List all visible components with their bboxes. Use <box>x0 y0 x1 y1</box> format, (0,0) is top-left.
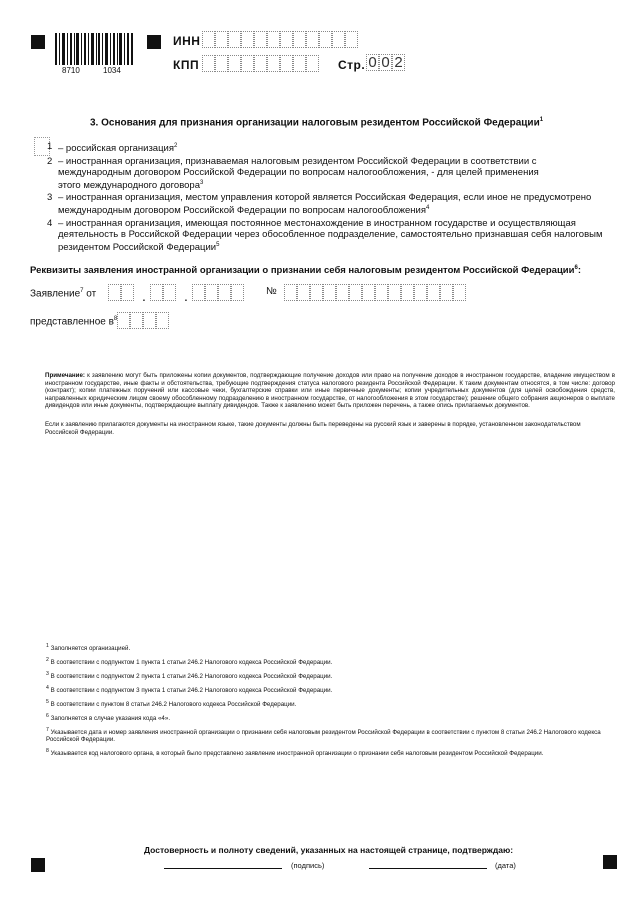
date-label: (дата) <box>495 861 516 870</box>
tax-authority-code-field[interactable] <box>117 312 169 329</box>
number-cell[interactable] <box>323 284 336 301</box>
inn-cell[interactable] <box>228 31 241 48</box>
number-cell[interactable] <box>349 284 362 301</box>
option-text: – российская организация <box>58 143 174 155</box>
kpp-cell[interactable] <box>228 55 241 72</box>
inn-cell[interactable] <box>241 31 254 48</box>
submitted-note: 8 <box>113 316 118 322</box>
page-digit: 0 <box>366 54 379 71</box>
kpp-cell[interactable] <box>267 55 280 72</box>
date-line[interactable] <box>369 868 487 869</box>
application-note: 7 <box>80 288 84 294</box>
date-cell[interactable] <box>121 284 134 301</box>
option-number: 2 <box>47 156 53 167</box>
option-number: 1 <box>47 141 53 152</box>
submitted-label-text: представленное в <box>30 316 114 328</box>
requisites-title: Реквизиты заявления иностранной организации о признании себя налоговым резидентом Российской Федерации$^6$: <box>30 265 581 277</box>
note-paragraph <box>45 372 615 410</box>
signature-label: (подпись) <box>291 861 325 870</box>
code-cell[interactable] <box>130 312 143 329</box>
application-date-day[interactable] <box>108 284 134 301</box>
footnote-text: Заполняется в случае указания кода «4». <box>50 715 171 723</box>
kpp-cell[interactable] <box>241 55 254 72</box>
footnote-num: 4 <box>46 685 49 692</box>
option-number: 4 <box>47 218 53 229</box>
number-cell[interactable] <box>362 284 375 301</box>
option-text: – иностранная организация, имеющая постоянное местонахождение в иностранном государстве и осуществляющая деятельность в Российской Федерации через обособленное подразделение, самостоятельно признавшая себя налоговым резидентом Российской Федерации <box>58 218 603 254</box>
number-cell[interactable] <box>375 284 388 301</box>
footnote-text: В соответствии с подпунктом 1 пункта 1 статьи 246.2 Налогового кодекса Российской Федерации. <box>50 659 333 667</box>
kpp-field[interactable] <box>202 55 319 72</box>
date-cell[interactable] <box>108 284 121 301</box>
footnote-num: 2 <box>46 657 49 664</box>
code-cell[interactable] <box>117 312 130 329</box>
note-paragraph-2: Если к заявлению прилагаются документы на иностранном языке, такие документы должны быть переведены на русский язык и заверены в порядке, установленном законодательством Российской Федерации. <box>45 421 581 436</box>
code-cell[interactable] <box>143 312 156 329</box>
footnote <box>46 713 620 722</box>
section-title <box>90 117 543 128</box>
requisites-title-text: Реквизиты заявления иностранной организации о признании себя налоговым резидентом Российской Федерации <box>30 265 575 277</box>
date-cell[interactable] <box>150 284 163 301</box>
barcode <box>55 33 133 67</box>
footnote-num: 5 <box>46 699 49 706</box>
inn-cell[interactable] <box>319 31 332 48</box>
option-note: 2 <box>173 143 178 149</box>
number-cell[interactable] <box>427 284 440 301</box>
inn-cell[interactable] <box>280 31 293 48</box>
basis-option-1 <box>47 141 618 155</box>
footnote-num: 7 <box>46 727 49 734</box>
kpp-cell[interactable] <box>254 55 267 72</box>
inn-cell[interactable] <box>202 31 215 48</box>
inn-label: ИНН <box>173 34 201 48</box>
footnote-text: В соответствии с подпунктом 2 пункта 1 статьи 246.2 Налогового кодекса Российской Федерации. <box>50 673 333 681</box>
kpp-cell[interactable] <box>202 55 215 72</box>
barcode-number-right: 1034 <box>103 66 121 75</box>
application-label-text: Заявление <box>30 288 81 300</box>
number-sign: № <box>266 286 277 297</box>
date-cell[interactable] <box>218 284 231 301</box>
footnote <box>46 727 620 743</box>
note-bold: Примечание: <box>45 372 85 379</box>
number-cell[interactable] <box>284 284 297 301</box>
footnote <box>46 657 620 666</box>
footnote-text: В соответствии с пунктом 8 статьи 246.2 Налогового кодекса Российской Федерации. <box>50 701 297 709</box>
application-from: от <box>86 288 97 300</box>
footnote-text: Указывается дата и номер заявления иностранной организации о признании себя налоговым резидентом Российской Федерации в соответствии с пунктом 8 статьи 246.2 Налогового кодекса Российской Федерации. <box>46 729 601 744</box>
kpp-cell[interactable] <box>280 55 293 72</box>
corner-marker-top-left <box>31 35 45 49</box>
kpp-cell[interactable] <box>293 55 306 72</box>
option-note: 4 <box>425 205 430 211</box>
inn-cell[interactable] <box>306 31 319 48</box>
number-cell[interactable] <box>440 284 453 301</box>
footnote <box>46 748 620 757</box>
inn-cell[interactable] <box>332 31 345 48</box>
inn-cell[interactable] <box>267 31 280 48</box>
page-digit: 2 <box>392 54 405 71</box>
footnote-num: 8 <box>46 748 49 755</box>
basis-option-2 <box>47 156 548 192</box>
submitted-label <box>30 316 117 327</box>
footnote-text: В соответствии с подпунктом 3 пункта 1 статьи 246.2 Налогового кодекса Российской Федерации. <box>50 687 333 695</box>
code-cell[interactable] <box>156 312 169 329</box>
footnote-num: 6 <box>46 713 49 720</box>
inn-cell[interactable] <box>345 31 358 48</box>
footnotes <box>46 643 620 758</box>
barcode-bars <box>55 33 133 67</box>
application-date-month[interactable] <box>150 284 176 301</box>
number-cell[interactable] <box>336 284 349 301</box>
date-cell[interactable] <box>231 284 244 301</box>
footnote-text: Заполняется организацией. <box>50 645 131 653</box>
option-number: 3 <box>47 192 53 203</box>
basis-option-4 <box>47 218 618 254</box>
footnote <box>46 643 620 652</box>
application-number-field[interactable] <box>284 284 466 301</box>
section-title-note: 1 <box>539 117 544 123</box>
section-title-text: 3. Основания для признания организации налоговым резидентом Российской Федерации <box>90 117 540 129</box>
option-note: 3 <box>200 180 204 186</box>
date-cell[interactable] <box>163 284 176 301</box>
number-cell[interactable] <box>414 284 427 301</box>
option-note: 5 <box>216 242 220 248</box>
number-cell[interactable] <box>310 284 323 301</box>
corner-marker-top-mid <box>147 35 161 49</box>
note-text: к заявлению могут быть приложены копии документов, подтверждающие получение доходов или право на получение доходов в иностранном государстве, владение имуществом в иностранном государстве, иные факты и обстоятельства, требующие подтверждения статуса налогового резидента Российской Федерации. К таким документам относятся, в том числе: договор (контракт); копии платежных поручений или кассовые чеки, бухгалтерские справки или иные первичные документы; копии учредительных документов (для целей освобождения средств, направленных юридическим лицом своему обособленному подразделению в иностранном государстве, от налогообложения в этом государстве); решение общего собрания акционеров о выплате дивидендов или иные документы, подтверждающие выплату дивидендов. Также к заявлению может быть приложен перечень, а также опись прилагаемых документов. <box>45 372 615 410</box>
page-digit: 0 <box>379 54 392 71</box>
barcode-number-left: 8710 <box>62 66 80 75</box>
footnote-num: 3 <box>46 671 49 678</box>
corner-marker-bottom-left <box>31 858 45 872</box>
number-cell[interactable] <box>297 284 310 301</box>
page-label: Стр. <box>338 58 366 72</box>
option-text: – иностранная организация, признаваемая налоговым резидентом Российской Федерации в соответствии с международным договором Российской Федерации по вопросам налогообложения, - для целей применения этого международного договора <box>58 156 539 192</box>
inn-cell[interactable] <box>215 31 228 48</box>
footnote <box>46 685 620 694</box>
signature-title: Достоверность и полноту сведений, указанных на настоящей странице, подтверждаю: <box>144 845 514 855</box>
date-separator-dot: . <box>142 288 146 304</box>
date-cell[interactable] <box>192 284 205 301</box>
kpp-label: КПП <box>173 58 200 72</box>
corner-marker-bottom-right <box>603 855 617 869</box>
signature-line[interactable] <box>164 868 282 869</box>
number-cell[interactable] <box>401 284 414 301</box>
inn-cell[interactable] <box>293 31 306 48</box>
application-label <box>30 288 96 299</box>
date-separator-dot: . <box>184 288 188 304</box>
footnote-num: 1 <box>46 643 49 649</box>
inn-cell[interactable] <box>254 31 267 48</box>
basis-option-3 <box>47 192 598 217</box>
application-date-year[interactable] <box>192 284 244 301</box>
date-cell[interactable] <box>205 284 218 301</box>
number-cell[interactable] <box>388 284 401 301</box>
footnote <box>46 671 620 680</box>
footnote <box>46 699 620 708</box>
kpp-cell[interactable] <box>215 55 228 72</box>
requisites-title-note: 6 <box>574 265 578 271</box>
inn-field[interactable] <box>202 31 358 48</box>
number-cell[interactable] <box>453 284 466 301</box>
footnote-text: Указывается код налогового органа, в который было представлено заявление иностранной организации о признании себя налоговым резидентом Российской Федерации. <box>50 750 544 758</box>
page-number-field <box>366 54 405 71</box>
kpp-cell[interactable] <box>306 55 319 72</box>
option-text: – иностранная организация, местом управления которой является Российская Федерация, если иное не предусмотрено международным договором Российской Федерации по вопросам налогообложения <box>58 192 592 217</box>
